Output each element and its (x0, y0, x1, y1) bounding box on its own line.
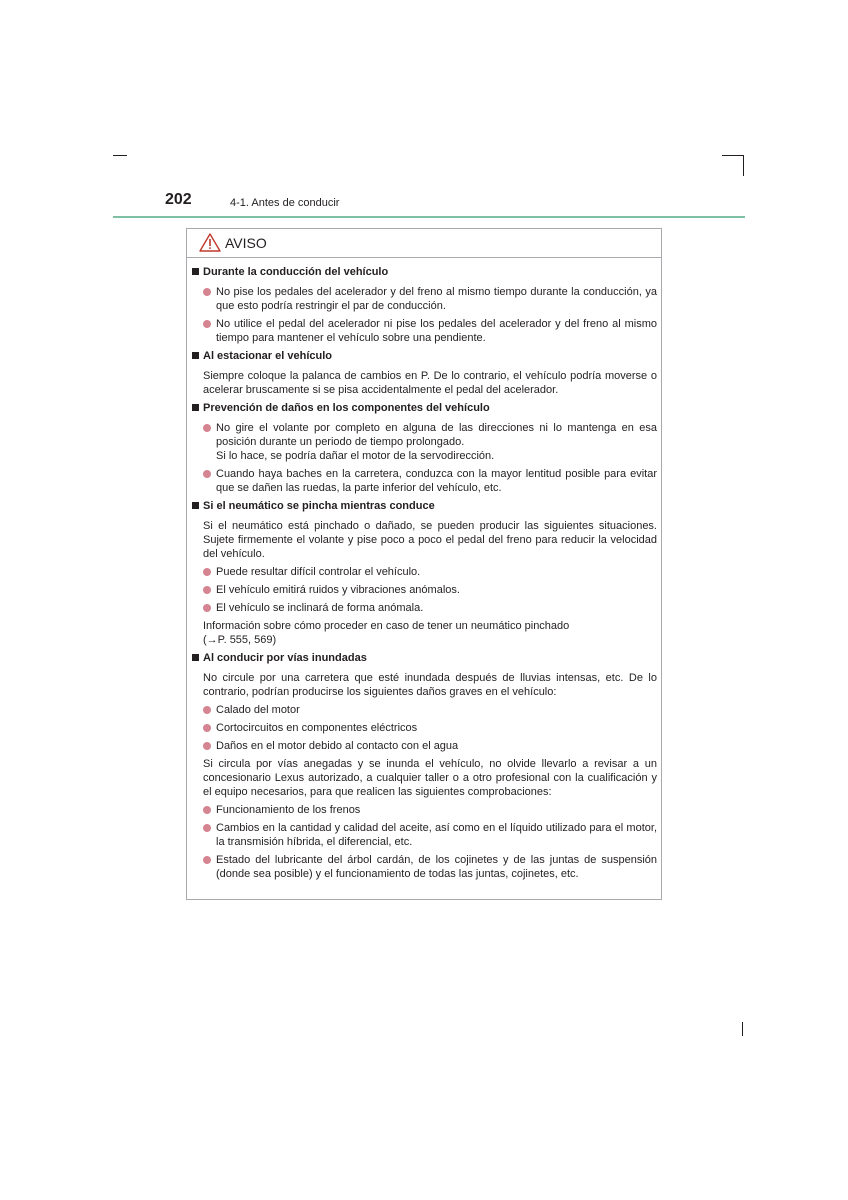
crop-mark-top-right-h (722, 155, 743, 156)
paragraph: No circule por una carretera que esté inundada después de lluvias intensas, etc. De lo contrario, podrían producirse los siguientes daños graves en el vehículo: (203, 672, 657, 698)
section-heading-text: Al conducir por vías inundadas (203, 652, 367, 664)
bullet-text: Cambios en la cantidad y calidad del aceite, así como en el líquido utilizado para el motor, la transmisión híbrida, el diferencial, etc. (216, 822, 657, 848)
circle-bullet-icon (203, 742, 211, 750)
paragraph: Si circula por vías anegadas y se inunda el vehículo, no olvide llevarlo a revisar a un concesionario Lexus autorizado, a cualquier taller o a otro profesional con la cualificación y el equipo necesarios, para que realicen las siguientes comprobaciones: (203, 758, 657, 798)
circle-bullet-icon (203, 470, 211, 478)
warning-section (191, 349, 657, 397)
bullet-text: No pise los pedales del acelerador y del freno al mismo tiempo durante la conducción, ya que esto podría restringir el par de conducción. (216, 286, 657, 312)
warning-section (191, 401, 657, 495)
square-bullet-icon (192, 352, 199, 359)
crop-mark-top-left (113, 155, 127, 156)
bullet-text: El vehículo se inclinará de forma anómala. (216, 602, 424, 614)
circle-bullet-icon (203, 856, 211, 864)
warning-box (186, 228, 662, 900)
crop-mark-top-right-v (743, 155, 744, 176)
warning-section (191, 499, 657, 647)
warning-section (191, 651, 657, 881)
section-heading (191, 499, 657, 513)
section-heading (191, 401, 657, 415)
bullet-text: Funcionamiento de los frenos (216, 804, 361, 816)
bullet-item (191, 583, 657, 597)
circle-bullet-icon (203, 288, 211, 296)
bullet-item (191, 467, 657, 495)
paragraph: Información sobre cómo proceder en caso de tener un neumático pinchado (→P. 555, 569) (203, 620, 570, 646)
bullet-item (191, 803, 657, 817)
bullet-text: Estado del lubricante del árbol cardán, de los cojinetes y de las juntas de suspensión (donde sea posible) y el funcionamiento de todas las juntas, cojinetes, etc. (216, 854, 657, 880)
bullet-item (191, 721, 657, 735)
margin-mark (742, 1022, 743, 1036)
bullet-text: Puede resultar difícil controlar el vehículo. (216, 566, 421, 578)
bullet-text: Daños en el motor debido al contacto con el agua (216, 740, 459, 752)
section-heading-text: Al estacionar el vehículo (203, 350, 332, 362)
bullet-item (191, 739, 657, 753)
square-bullet-icon (192, 404, 199, 411)
bullet-item (191, 421, 657, 463)
section-heading-text: Si el neumático se pincha mientras conduce (203, 500, 435, 512)
circle-bullet-icon (203, 424, 211, 432)
section-heading-text: Durante la conducción del vehículo (203, 266, 389, 278)
square-bullet-icon (192, 502, 199, 509)
circle-bullet-icon (203, 824, 211, 832)
bullet-text: No utilice el pedal del acelerador ni pise los pedales del acelerador y del freno al mismo tiempo para mantener el vehículo sobre una pendiente. (216, 318, 657, 344)
header-rule (113, 216, 745, 218)
section-title: 4-1. Antes de conducir (230, 197, 340, 209)
section-heading (191, 349, 657, 363)
bullet-text: No gire el volante por completo en alguna de las direcciones ni lo mantenga en esa posición durante un periodo de tiempo prolongado. Si lo hace, se podría dañar el motor de la servodirección. (216, 422, 657, 462)
circle-bullet-icon (203, 806, 211, 814)
bullet-item (191, 703, 657, 717)
warning-section (191, 265, 657, 345)
bullet-item (191, 853, 657, 881)
warning-triangle-icon (199, 233, 221, 252)
warning-header (187, 229, 661, 258)
circle-bullet-icon (203, 706, 211, 714)
page-number: 202 (165, 191, 192, 208)
square-bullet-icon (192, 654, 199, 661)
warning-title: AVISO (225, 235, 267, 251)
bullet-text: Cortocircuitos en componentes eléctricos (216, 722, 418, 734)
circle-bullet-icon (203, 320, 211, 328)
circle-bullet-icon (203, 568, 211, 576)
paragraph: Siempre coloque la palanca de cambios en P. De lo contrario, el vehículo podría moverse o acelerar bruscamente si se pisa accidentalmente el pedal del acelerador. (203, 370, 657, 396)
bullet-text: Cuando haya baches en la carretera, conduzca con la mayor lentitud posible para evitar que se dañen las ruedas, la parte inferior del vehículo, etc. (216, 468, 657, 494)
circle-bullet-icon (203, 586, 211, 594)
bullet-text: Calado del motor (216, 704, 300, 716)
square-bullet-icon (192, 268, 199, 275)
section-heading-text: Prevención de daños en los componentes del vehículo (203, 402, 490, 414)
warning-body (191, 265, 657, 885)
circle-bullet-icon (203, 604, 211, 612)
bullet-item (191, 565, 657, 579)
bullet-item (191, 317, 657, 345)
bullet-item (191, 285, 657, 313)
bullet-item (191, 821, 657, 849)
bullet-text: El vehículo emitirá ruidos y vibraciones anómalos. (216, 584, 460, 596)
bullet-item (191, 601, 657, 615)
paragraph: Si el neumático está pinchado o dañado, se pueden producir las siguientes situaciones. Sujete firmemente el volante y pise poco a poco el pedal del freno para reducir la velocidad del vehículo. (203, 520, 657, 560)
circle-bullet-icon (203, 724, 211, 732)
section-heading (191, 265, 657, 279)
section-heading (191, 651, 657, 665)
